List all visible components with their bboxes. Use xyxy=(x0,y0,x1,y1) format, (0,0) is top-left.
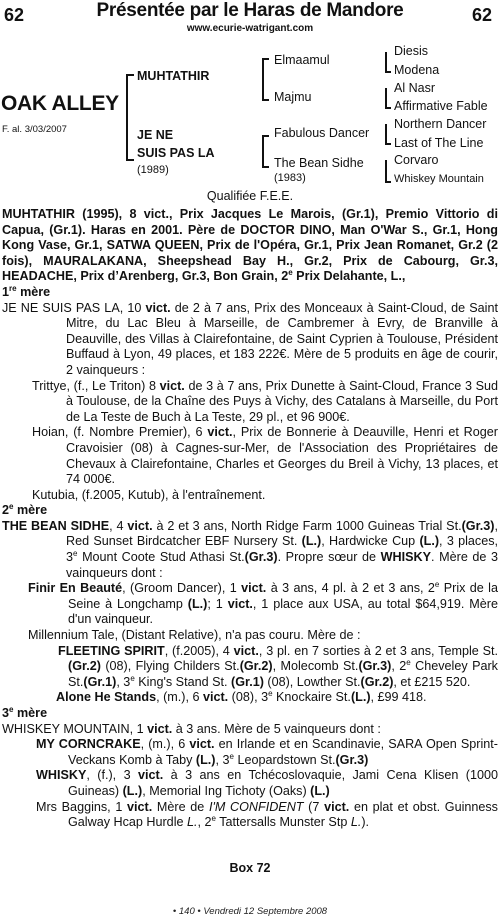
pedigree-sss: Diesis xyxy=(394,44,429,58)
pedigree-sd: Majmu xyxy=(274,90,312,104)
lot-number-right: 62 xyxy=(471,5,492,25)
pedigree-bracket xyxy=(385,160,387,182)
produce-my-corncrake: MY CORNCRAKE, (m.), 6 vict. en Irlande et en Scandinavie, SARA Open Sprint-Veckans Komb à Taby (L.), 3e Leopardstown St.(Gr.3) xyxy=(36,737,498,767)
produce-millennium-tale: Millennium Tale, (Distant Relative), n'a pas couru. Mère de : xyxy=(28,628,361,643)
lot-number-left: 62 xyxy=(4,5,25,25)
section-heading-3e-mere: 3e mère xyxy=(2,704,48,720)
pedigree-bracket xyxy=(262,58,264,100)
pedigree-dds: Corvaro xyxy=(394,153,439,167)
pedigree-dss: Northern Dancer xyxy=(394,117,487,131)
page-footer: • 140 • Vendredi 12 Septembre 2008 xyxy=(172,906,328,917)
pedigree-line xyxy=(385,181,391,183)
pedigree-line xyxy=(126,159,134,161)
pedigree-dd: The Bean Sidhe xyxy=(274,156,364,170)
horse-name: OAK ALLEY xyxy=(1,92,119,115)
section-heading-1re-mere: 1re mère xyxy=(2,283,51,299)
pedigree-bracket xyxy=(385,88,387,108)
pedigree-bracket xyxy=(385,52,387,72)
pedigree-line xyxy=(262,135,269,137)
pedigree-dsd: Last of The Line xyxy=(394,136,484,150)
pedigree-dd-year: (1983) xyxy=(274,172,306,184)
qualification: Qualifiée F.E.E. xyxy=(206,189,294,203)
produce-fleeting-spirit: FLEETING SPIRIT, (f.2005), 4 vict., 3 pl. en 7 sorties à 2 et 3 ans, Temple St. (Gr.2) (08), Flying Childers St.(Gr.2), Molecomb St.(Gr.3), 2e Cheveley Park St.(Gr.1), 3e King's Stand St. (Gr.1) (08), Lowther St.(Gr.2), et £215 520. xyxy=(58,643,499,689)
section-heading-2e-mere: 2e mère xyxy=(2,502,48,518)
pedigree-line xyxy=(262,99,269,101)
pedigree-line xyxy=(262,166,269,168)
produce-alone-he-stands: Alone He Stands, (m.), 6 vict. (08), 3e Knockaire St.(L.), £99 418. xyxy=(56,689,427,705)
produce-kutubia: Kutubia, (f.2005, Kutub), à l'entraînement. xyxy=(32,487,266,502)
produce-finir-en-beaute: Finir En Beauté, (Groom Dancer), 1 vict. à 3 ans, 4 pl. à 2 et 3 ans, 2e Prix de la Seine à Longchamp (L.); 1 vict., 1 place aux USA, au total $64,919. Mère d'un vainqueur. xyxy=(28,580,498,627)
horse-description: F. al. 3/03/2007 xyxy=(2,124,67,135)
sire-paragraph: MUHTATHIR (1995), 8 vict., Prix Jacques Le Marois, (Gr.1), Premio Vittorio di Capua, (Gr.1). Haras en 2001. Père de DOCTOR DINO, Man O'War S., Gr.1, Hong Kong Vase, Gr.1, SATWA QUEEN, Prix de l'Opéra, Gr.1, Prix Jean Romanet, Gr.2 (2 fois), MAURALAKANA, Sheepshead Bay H., Gr.2, Prix de Cabourg, Gr.3, HEADACHE, Prix d’Arenberg, Gr.3, Bon Grain, 2e Prix Delahante, L., xyxy=(2,207,498,284)
second-dam-paragraph: THE BEAN SIDHE, 4 vict. à 2 et 3 ans, North Ridge Farm 1000 Guineas Trial St.(Gr.3), Red Sunset Birdcatcher EBF Nursery St. (L.), Hardwicke Cup (L.), 3 places, 3e Mount Coote Stud Athasi St.(Gr.3). Propre sœur de WHISKY. Mère de 3 vainqueurs dont : xyxy=(2,518,499,580)
pedigree-dam-year: (1989) xyxy=(137,164,169,176)
pedigree-line xyxy=(385,107,391,109)
dam-paragraph: JE NE SUIS PAS LA, 10 vict. de 2 à 7 ans, Prix des Monceaux à Saint-Cloud, de Saint Mitre, du Lac Bleu à Marseille, de Cambremer à Evry, de Branville à Deauville, des Villas à Clairefontaine, de Saint Cyprien à Toulouse, Président Buffaud à Lyon, 49 places, et 183 222€. Mère de 5 produits en âge de courir, 2 vainqueurs : xyxy=(2,300,498,377)
pedigree-ddd: Whiskey Mountain xyxy=(394,173,484,185)
pedigree-notes xyxy=(2,207,498,831)
page-title: Présentée par le Haras de Mandore xyxy=(96,0,404,21)
pedigree-sdd: Affirmative Fable xyxy=(394,99,488,113)
pedigree-ds: Fabulous Dancer xyxy=(274,126,370,140)
pedigree-bracket xyxy=(385,124,387,144)
box-number: Box 72 xyxy=(229,861,271,875)
pedigree-bracket-main xyxy=(126,74,128,160)
pedigree-line xyxy=(126,74,134,76)
pedigree-dam: JE NE xyxy=(137,128,174,142)
produce-whisky: WHISKY, (f.), 3 vict. à 3 ans en Tchécoslovaquie, Jami Cena Klisen (1000 Guineas) (L.), Memorial Ing Tichoty (Oaks) (L.) xyxy=(36,768,498,798)
pedigree-sire: MUHTATHIR xyxy=(137,69,210,83)
produce-trittye: Trittye, (f., Le Triton) 8 vict. de 3 à 7 ans, Prix Dunette à Saint-Cloud, France 3 Sud à Toulouse, de la Chaîne des Puys à Vichy, des Catalans à Marseille, du Port de La Teste de Buch à La Teste, 29 pl., et 96 900€. xyxy=(32,378,499,424)
third-dam-paragraph: WHISKEY MOUNTAIN, 1 vict. à 3 ans. Mère de 5 vainqueurs dont : xyxy=(2,721,381,736)
pedigree-dam: SUIS PAS LA xyxy=(137,146,215,160)
pedigree-line xyxy=(385,71,391,73)
pedigree-sds: Al Nasr xyxy=(394,81,435,95)
pedigree-line xyxy=(385,143,391,145)
pedigree-bracket xyxy=(262,135,264,167)
pedigree-line xyxy=(262,58,269,60)
produce-hoian: Hoian, (f. Nombre Premier), 6 vict., Prix de Bonnerie à Deauville, Henri et Roger Cravoisier (08) à Cagnes-sur-Mer, de l'Association des Propriétaires de Chevaux à Clairefontaine, Charles et Georges du Breil à Vichy, 13 places, et 74 000€. xyxy=(32,425,498,487)
produce-mrs-baggins: Mrs Baggins, 1 vict. Mère de I'M CONFIDENT (7 vict. en plat et obst. Guinness Galway Hcap Hurdle L., 2e Tattersalls Munster Stp L.). xyxy=(36,799,498,830)
website-url[interactable]: www.ecurie-watrigant.com xyxy=(186,23,314,34)
pedigree-ssd: Modena xyxy=(394,63,440,77)
pedigree-ss: Elmaamul xyxy=(274,53,330,67)
